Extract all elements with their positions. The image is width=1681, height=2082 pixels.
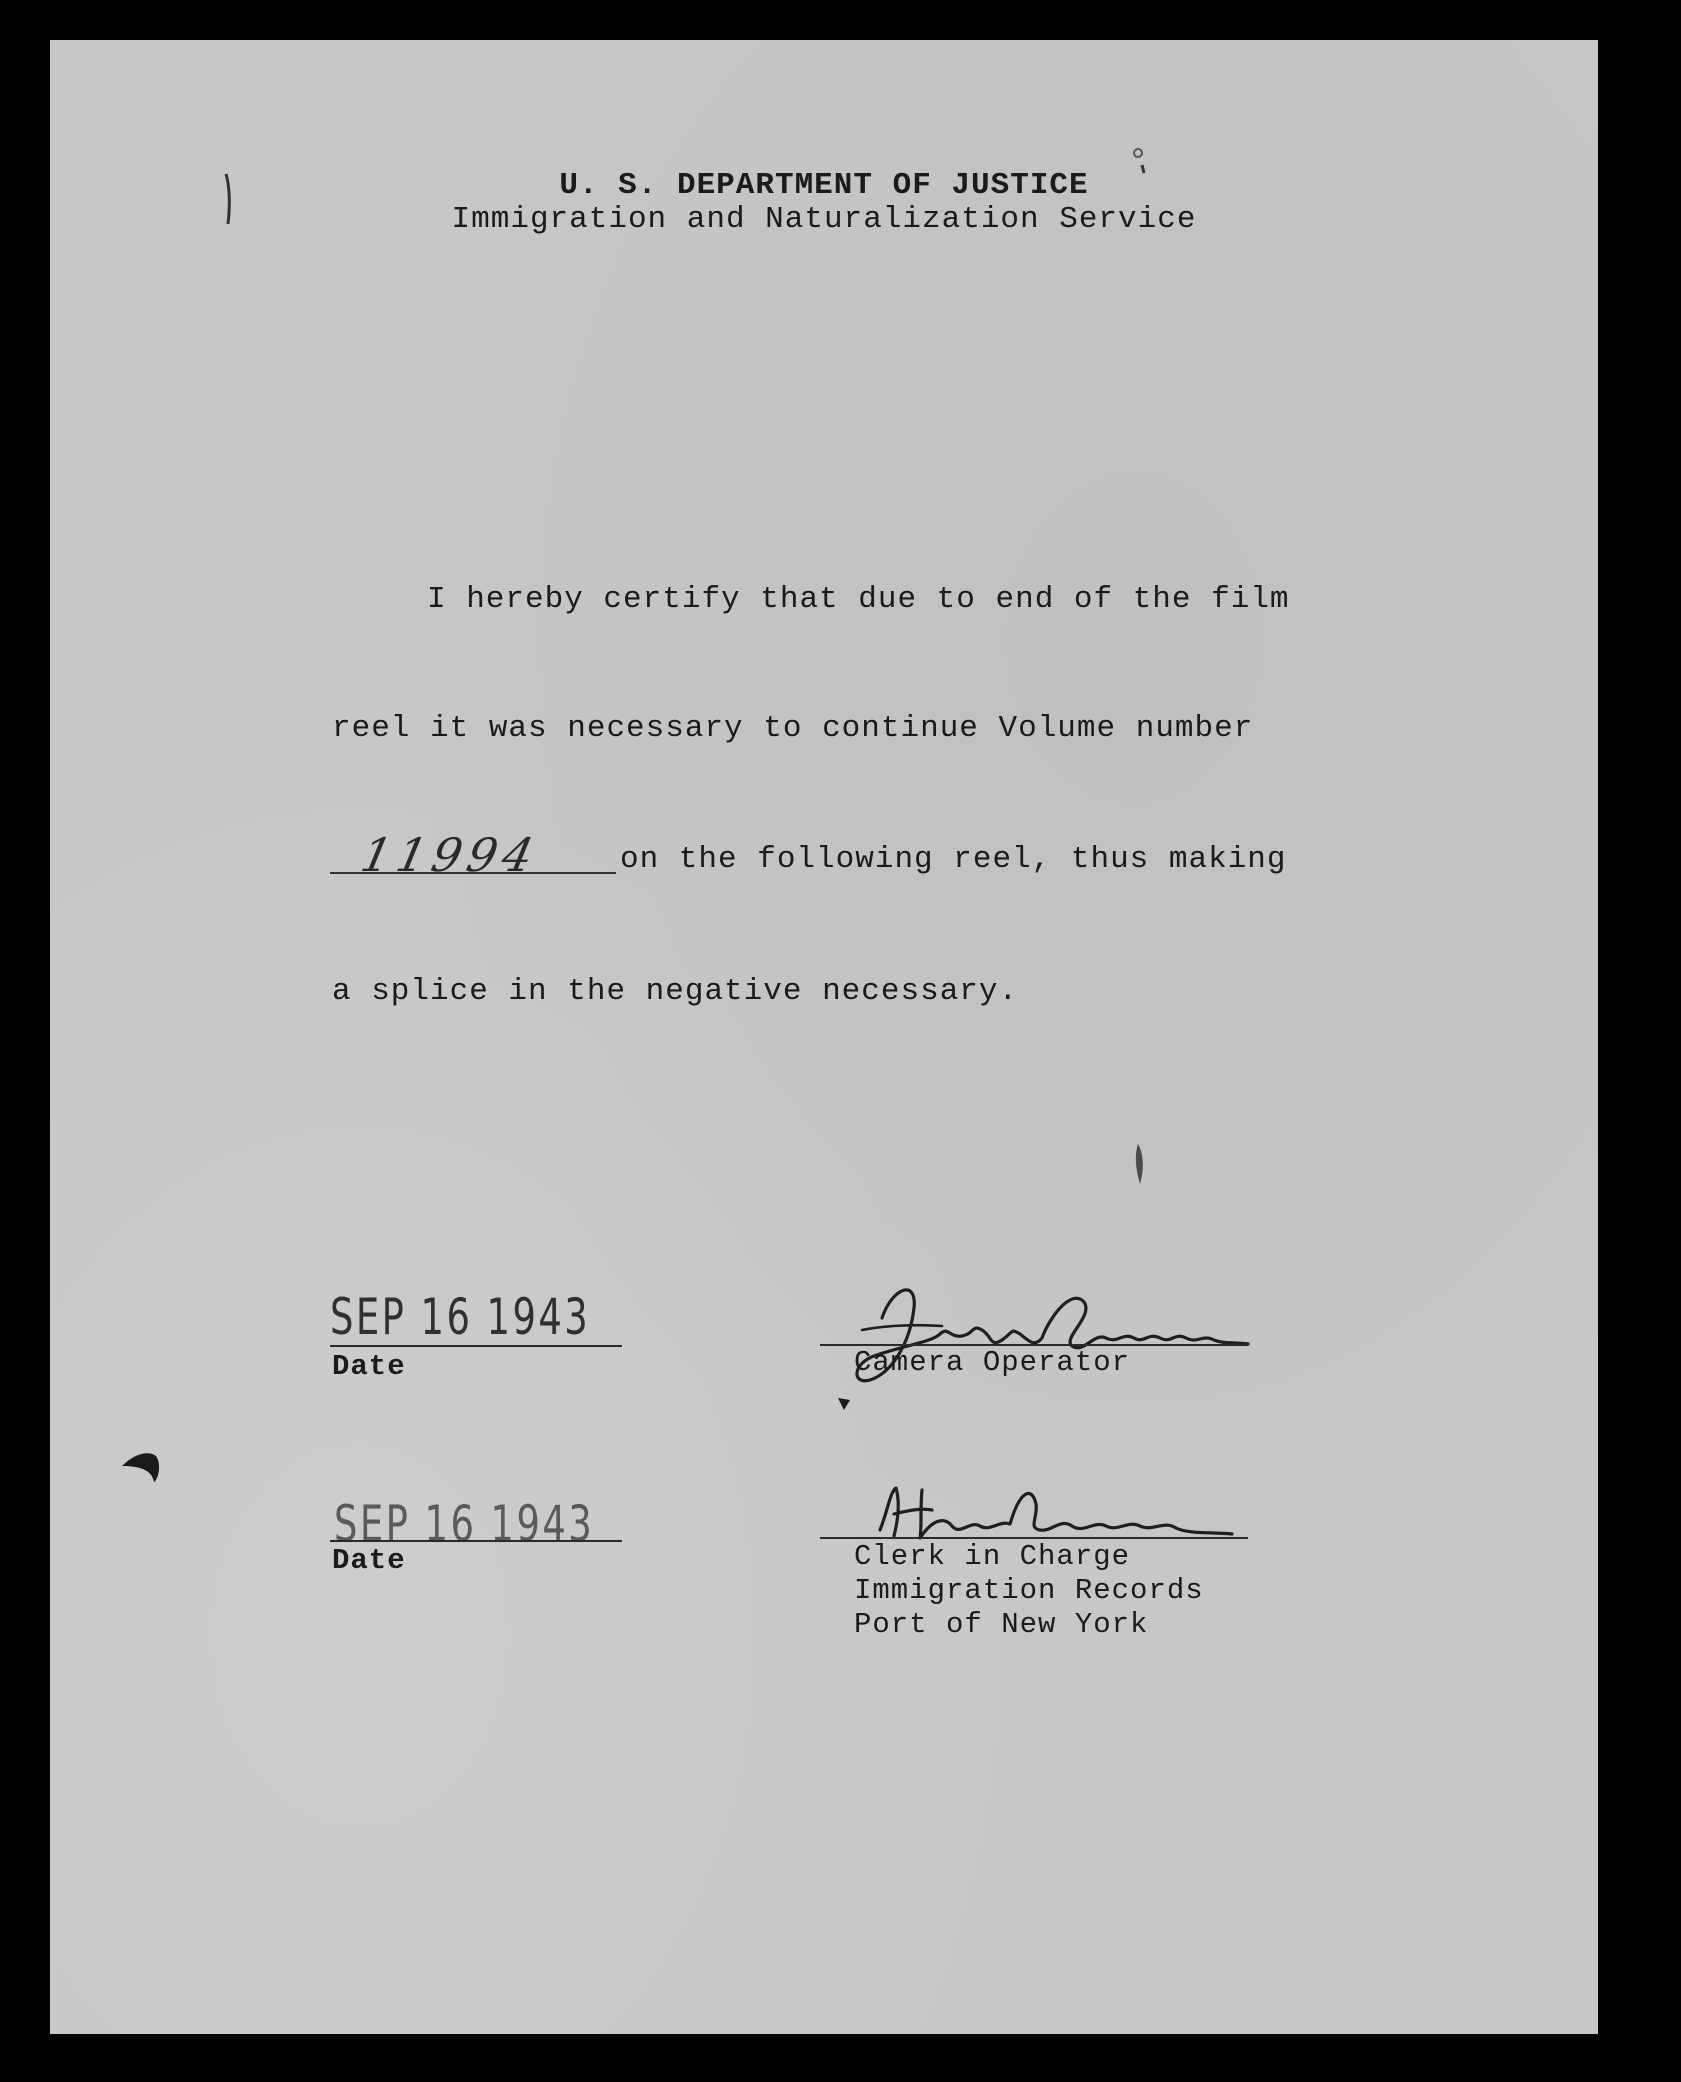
document-page [50,40,1598,2034]
date-stamp-1: SEP 16 1943 [330,1288,591,1346]
certification-line-4: a splice in the negative necessary. [332,974,1019,1009]
service-subheading: Immigration and Naturalization Service [451,202,1197,237]
date-label-1: Date [332,1350,406,1383]
date-line-2 [330,1540,622,1542]
clerk-signature-line [820,1537,1248,1539]
clerk-title-line-1: Clerk in Charge [854,1540,1131,1573]
agency-heading: U. S. DEPARTMENT OF JUSTICE [559,168,1089,203]
ink-speck [1130,1140,1150,1190]
clerk-title-line-3: Port of New York [854,1608,1149,1641]
ink-speck [834,1394,854,1414]
date-stamp-2: SEP 16 1943 [334,1495,595,1553]
certification-line-1: I hereby certify that due to end of the film [427,582,1290,617]
certification-line-3: on the following reel, thus making [620,842,1287,877]
ink-blot [114,1430,174,1490]
volume-number-handwritten: 11994 [356,828,545,882]
ink-speck [1130,145,1150,175]
date-label-2: Date [332,1544,406,1577]
ink-speck [220,170,236,230]
clerk-title-line-2: Immigration Records [854,1574,1204,1607]
date-line-1 [330,1345,622,1347]
camera-operator-title: Camera Operator [854,1346,1131,1379]
certification-line-2: reel it was necessary to continue Volume number [332,711,1254,746]
